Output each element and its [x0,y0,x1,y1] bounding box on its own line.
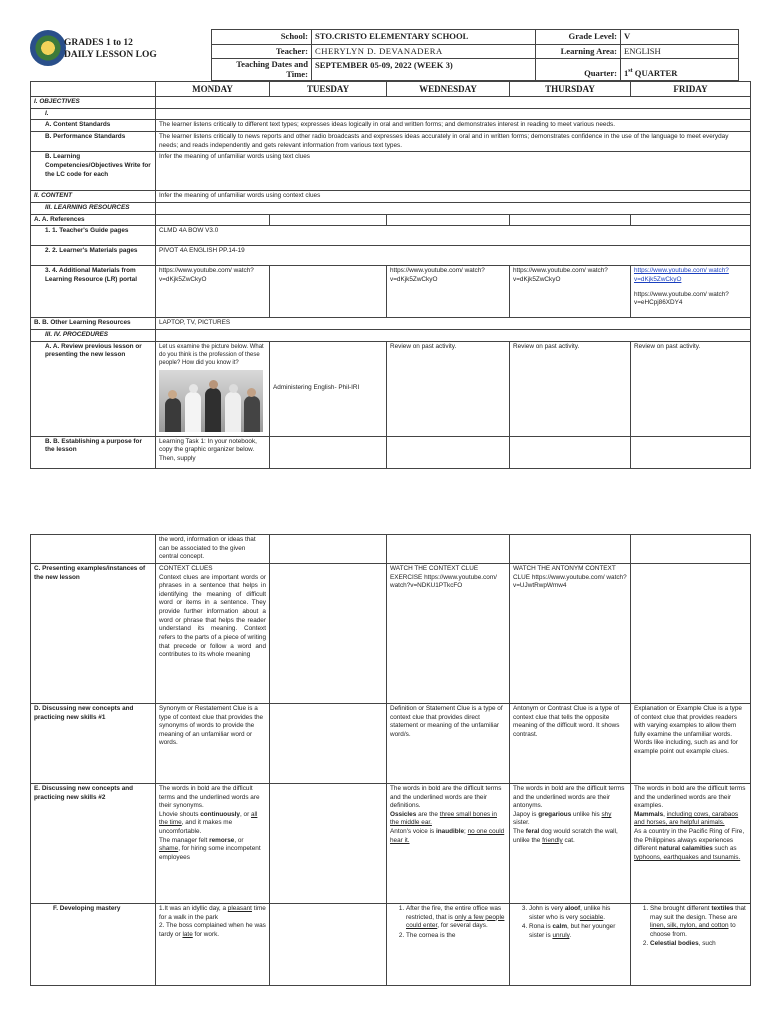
additional-materials-friday [631,266,751,318]
purpose-monday: Learning Task 1: In your notebook, copy the graphic organizer below. Then, supply [156,436,270,468]
dates-label: Teaching Dates and Time: [212,59,312,81]
purpose-label: B. B. Establishing a purpose for the lesson [31,436,156,468]
health-workers-photo [159,370,263,432]
discussing-1-wednesday: Definition or Statement Clue is a type of context clue that provides direct statement or meaning of the unfamiliar word/s. [387,703,510,783]
procedures-heading: III. IV. PROCEDURES [31,329,156,341]
discussing-1-thursday: Antonym or Contrast Clue is a type of context clue that tells the opposite meaning of the difficult word. It shows contrast. [510,703,631,783]
content-value: Infer the meaning of unfamiliar words using context clues [156,191,751,203]
lesson-log-table-page-1 [30,81,751,469]
developing-mastery-wednesday: 1. After the fire, the entire office was restricted, that is only a few people could enter, for several days. 2. The cornea is the [387,903,510,985]
objectives-sub: I. [31,108,156,120]
discussing-2-wednesday: The words in bold are the difficult terms and the underlined words are their definitions. Ossicles are the three small bones in the middle ear. Anton's voice is inaudible; no one could hear it. [387,783,510,903]
content-standards-value: The learner listens critically to different text types; expresses ideas logically in oral and written forms; and demonstrates interest in reading to meet various needs. [156,120,751,132]
discussing-1-monday: Synonym or Restatement Clue is a type of context clue that provides the synonyms of words to provide the meaning of an unfamiliar word or words. [156,703,270,783]
document-title: GRADES 1 to 12 DAILY LESSON LOG [64,38,157,60]
purpose-monday-continued: the word, information or ideas that can be associated to the given central concept. [156,535,270,564]
content-standards-label: A. Content Standards [31,120,156,132]
day-tuesday: TUESDAY [270,82,387,97]
discussing-1-friday: Explanation or Example Clue is a type of context clue that provides readers with varying examples to allow them fully examine the unfamiliar words. Words like including, such as and for example point out example clues. [631,703,751,783]
references-label: A. A. References [31,214,156,226]
teachers-guide-value: CLMD 4A BOW V3.0 [156,226,751,246]
friday-video-link-2: https://www.youtube.com/ watch?v=eHCpj86XDY4 [634,290,729,307]
competencies-value: Infer the meaning of unfamiliar words using text clues [156,152,751,191]
review-monday: Let us examine the picture below. What do you think is the profession of these people? How did you know it? [156,341,270,436]
learning-resources-heading: III. LEARNING RESOURCES [31,202,156,214]
header-table [211,29,739,81]
day-wednesday: WEDNESDAY [387,82,510,97]
corner-cell [31,82,156,97]
additional-materials-monday: https://www.youtube.com/ watch?v=dKjk5ZwCkyO [156,266,270,318]
day-thursday: THURSDAY [510,82,631,97]
additional-materials-thursday: https://www.youtube.com/ watch?v=dKjk5ZwCkyO [510,266,631,318]
friday-video-link-1[interactable]: https://www.youtube.com/ watch?v=dKjk5ZwCkyO [634,267,729,283]
discussing-2-monday: The words in bold are the difficult terms and the underlined words are their synonyms. Lhovie shouts continuously, or all the time, and it makes me uncomfortable. The manager felt remorse, or shame, for hiring some incompetent employees [156,783,270,903]
page-1 [0,0,768,470]
developing-mastery-thursday: 3. John is very aloof, unlike his sister who is very sociable. 4. Rona is calm, but her younger sister is unruly. [510,903,631,985]
teachers-guide-label: 1. 1. Teacher's Guide pages [31,226,156,246]
learning-area-value: ENGLISH [621,44,739,59]
grade-label: Grade Level: [536,30,621,45]
teacher-value: CHERYLYN D. DEVANADERA [312,44,536,59]
additional-materials-wednesday: https://www.youtube.com/ watch?v=dKjk5ZwCkyO [387,266,510,318]
performance-standards-label: B. Performance Standards [31,132,156,152]
learners-materials-value: PIVOT 4A ENGLISH PP.14-19 [156,246,751,266]
review-tuesday: Administering English- Phil-IRI [270,341,387,436]
review-friday: Review on past activity. [631,341,751,436]
review-thursday: Review on past activity. [510,341,631,436]
developing-mastery-monday: 1.It was an idyllic day, a pleasant time for a walk in the park 2. The boss complained when he was tardy or late for work. [156,903,270,985]
day-friday: FRIDAY [631,82,751,97]
review-lesson-label: A. A. Review previous lesson or presenting the new lesson [31,341,156,436]
discussing-2-label: E. Discussing new concepts and practicing new skills #2 [31,783,156,903]
objectives-heading: I. OBJECTIVES [31,97,156,109]
discussing-1-label: D. Discussing new concepts and practicing new skills #1 [31,703,156,783]
review-wednesday: Review on past activity. [387,341,510,436]
competencies-label: B. Learning Competencies/Objectives Write for the LC code for each [31,152,156,191]
content-label: II. CONTENT [31,191,156,203]
grade-value: V [621,30,739,45]
quarter-label: Quarter: [536,59,621,81]
teacher-label: Teacher: [212,44,312,59]
developing-mastery-friday: 1. She brought different textiles that may suit the design. These are linen, silk, nylon, and cotton to choose from. 2. Celestial bodies, such [631,903,751,985]
learning-area-label: Learning Area: [536,44,621,59]
discussing-2-friday: The words in bold are the difficult terms and the underlined words are their examples. Mammals, including cows, carabaos and horses, are helpful animals. As a country in the Pacific Ring of Fire, the Philippines always experiences different natural calamities such as typhoons, earthquakes and tsunamis. [631,783,751,903]
learners-materials-label: 2. 2. Learner's Materials pages [31,246,156,266]
other-resources-label: B. B. Other Learning Resources [31,318,156,330]
school-value: STO.CRISTO ELEMENTARY SCHOOL [312,30,536,45]
presenting-thursday: WATCH THE ANTONYM CONTEXT CLUE https://www.youtube.com/ watch?v=UJwtRwpWmw4 [510,563,631,703]
developing-mastery-label: F. Developing mastery [31,903,156,985]
performance-standards-value: The learner listens critically to news reports and other radio broadcasts and expresses ideas accurately in oral and in written forms; demonstrates confidence in the use of the language to meet everyday needs; and reads independently and gets relevant information from various text types. [156,132,751,152]
presenting-examples-label: C. Presenting examples/instances of the new lesson [31,563,156,703]
discussing-2-thursday: The words in bold are the difficult terms and the underlined words are their antonyms. Japoy is gregarious unlike his shy sister. The feral dog would scratch the wall, unlike the friendly cat. [510,783,631,903]
dates-value: SEPTEMBER 05-09, 2022 (WEEK 3) [312,59,536,81]
other-resources-value: LAPTOP, TV, PICTURES [156,318,751,330]
additional-materials-label: 3. 4. Additional Materials from Learning Resource (LR) portal [31,266,156,318]
school-label: School: [212,30,312,45]
quarter-value: 1st QUARTER [621,59,739,81]
day-monday: MONDAY [156,82,270,97]
presenting-monday: CONTEXT CLUES Context clues are important words or phrases in a sentence that helps in identifying the meaning of difficult word or items in a sentence. They provide further information about a word or phrase that helps the reader understand its meaning. Context refers to the parts of a piece of writing that precede or follow a word and contributes to its whole meaning [156,563,270,703]
deped-seal-logo [30,30,66,66]
page-2 [0,530,768,1024]
lesson-log-table-page-2 [30,534,751,986]
presenting-wednesday: WATCH THE CONTEXT CLUE EXERCISE https://www.youtube.com/ watch?v=NDKU1PTkcFO [387,563,510,703]
